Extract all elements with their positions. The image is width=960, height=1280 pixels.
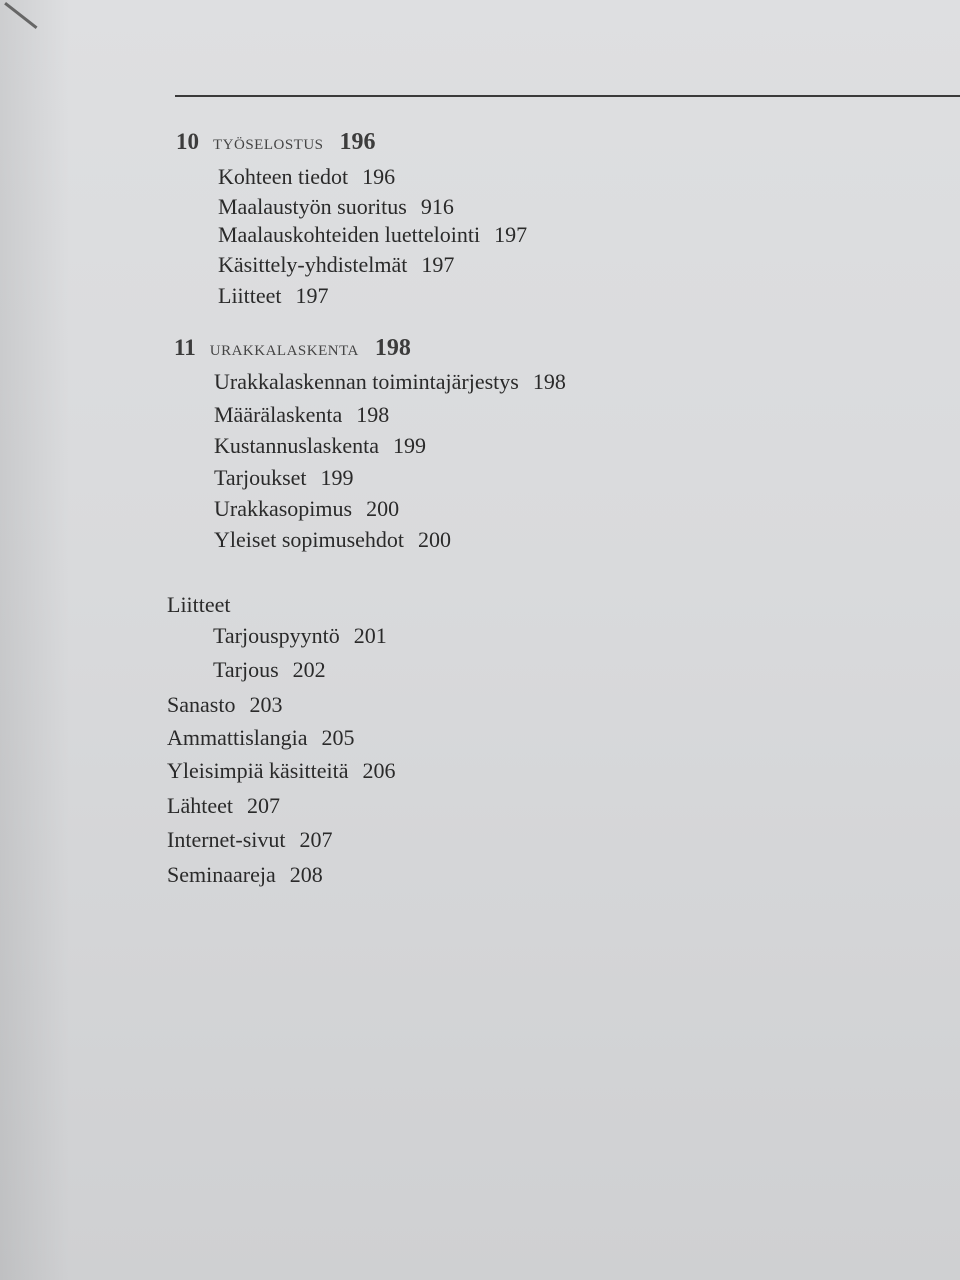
toc-entry: Seminaareja 208 [167,862,323,887]
toc-entry: Kustannuslaskenta 199 [214,433,426,458]
toc-entry: Internet-sivut 207 [167,827,333,852]
appendix-heading: Liitteet [167,592,231,617]
toc-entry: Sanasto 203 [167,692,283,717]
toc-entry: Maalaustyön suoritus 916 [218,194,454,219]
toc-entry: Tarjous 202 [213,657,326,682]
chapter-heading [174,334,411,365]
toc-entry: Urakkasopimus 200 [214,496,400,521]
chapter-number: 11 [174,335,196,360]
chapter-page: 196 [339,129,376,155]
toc-entry: Kohteen tiedot 196 [218,164,396,189]
toc-entry: Urakkalaskennan toimintajärjestys 198 [214,369,566,394]
chapter-page: 198 [374,335,411,361]
toc-entry: Maalauskohteiden luettelointi 197 [218,222,528,247]
toc-entry: Tarjoukset 199 [214,465,354,490]
toc-entry: Yleiset sopimusehdot 200 [214,527,452,552]
toc-entry: Yleisimpiä käsitteitä 206 [167,758,396,783]
toc-entry: Lähteet 207 [167,793,280,818]
header-rule [175,95,960,97]
chapter-title: TYÖSELOSTUS [213,137,324,153]
toc-entry: Määrälaskenta 198 [214,402,390,427]
toc-entry: Käsittely-yhdistelmät 197 [218,252,455,277]
toc-entry: Ammattislangia 205 [167,725,355,750]
chapter-heading [176,128,376,159]
chapter-number: 10 [176,129,199,154]
toc-entry: Liitteet 197 [218,283,329,308]
page-gutter-shadow [0,0,70,1280]
toc-entry: Tarjouspyyntö 201 [213,623,387,648]
chapter-title: URAKKALASKENTA [209,343,359,359]
